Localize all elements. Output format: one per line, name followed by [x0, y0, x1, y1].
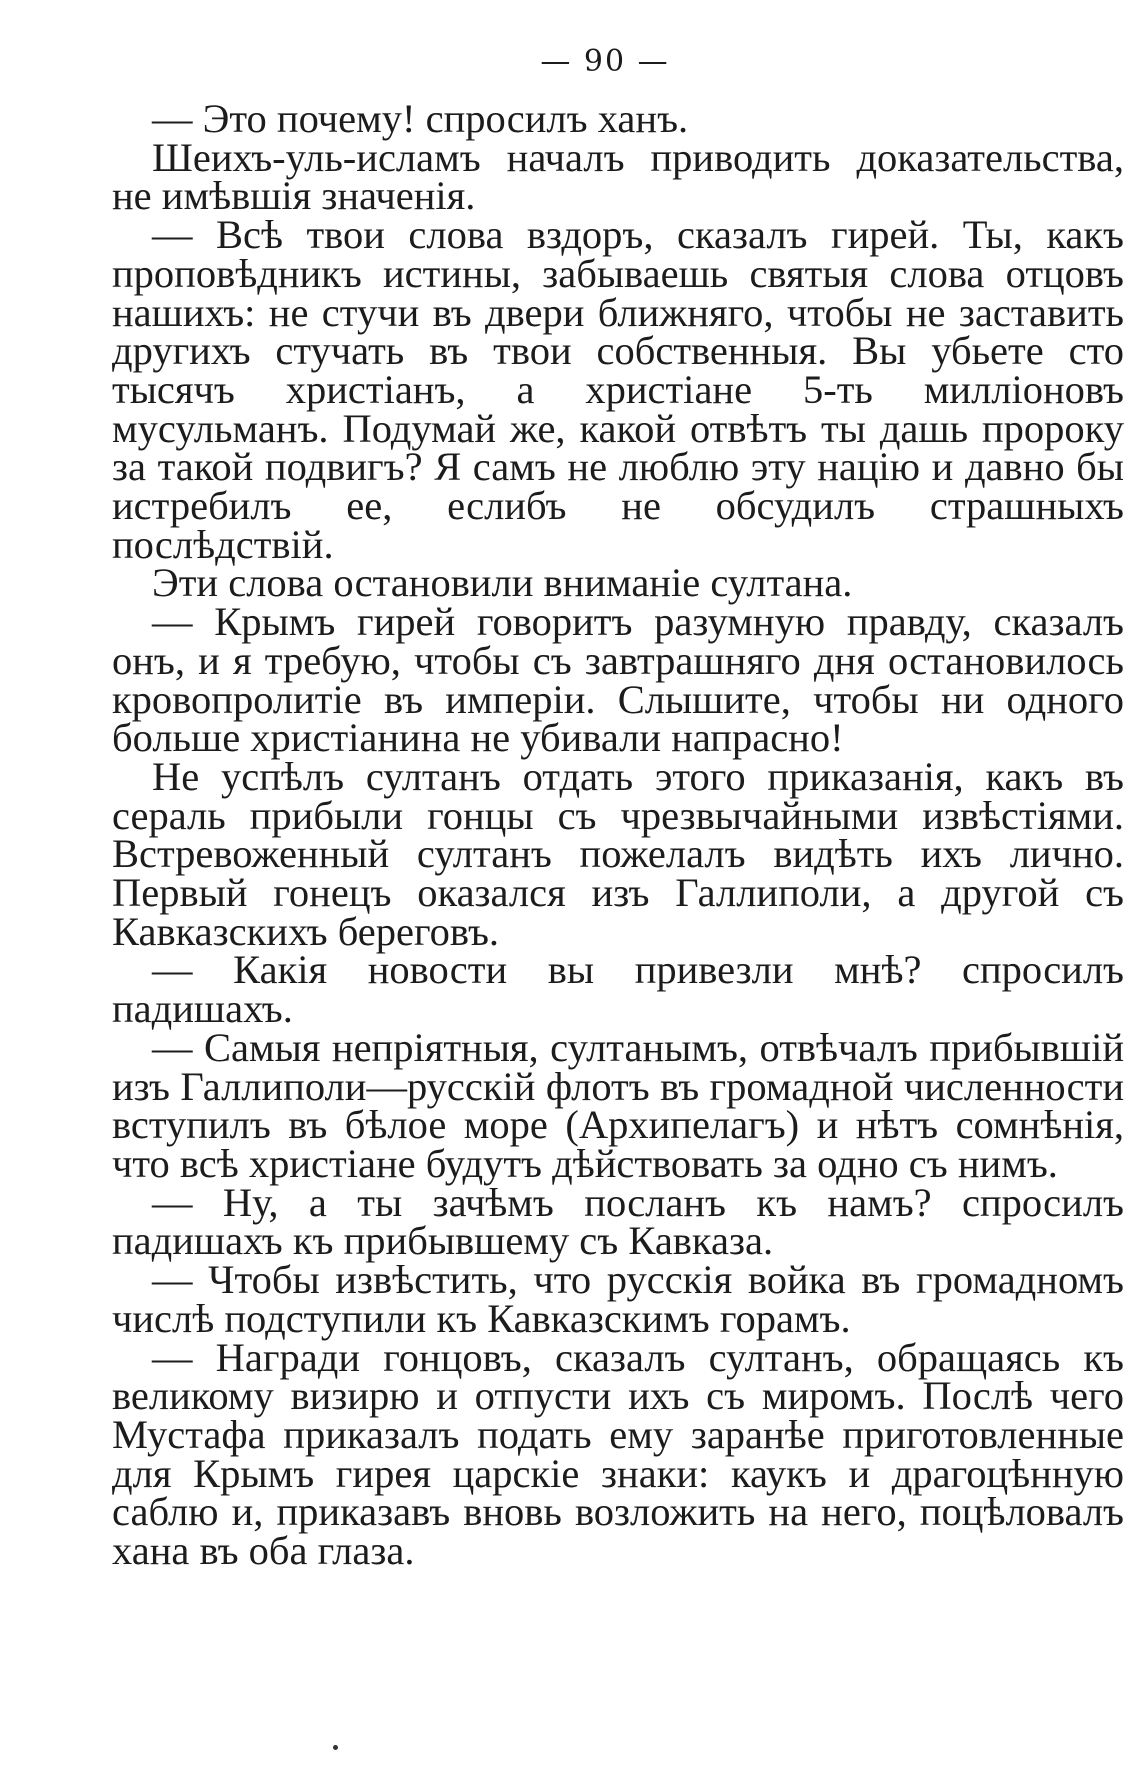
- paragraph: — Это почему! спросилъ ханъ.: [152, 96, 689, 141]
- paragraph: Шеихъ-уль-исламъ началъ приводить доказательства, не имѣвшія значенія.: [112, 134, 1124, 219]
- paragraph: — Самыя непріятныя, султанымъ, отвѣчалъ прибывшій изъ Галлиполи—русскій флотъ въ громадной численности вступилъ въ бѣлое море (Архипелагъ) и нѣтъ сомнѣнія, что всѣ христіане будутъ дѣйствовать за одно съ нимъ.: [112, 1024, 1124, 1186]
- paragraph: — Всѣ твои слова вздоръ, сказалъ гирей. Ты, какъ проповѣдникъ истины, забываешь святыя слова отцовъ нашихъ: не стучи въ двери ближняго, чтобы не заставить другихъ стучать въ твои собственныя. Вы убьете сто тысячъ христіанъ, а христіане 5-ть милліоновъ мусульманъ. Подумай же, какой отвѣтъ ты дашь пророку за такой подвигъ? Я самъ не люблю эту націю и давно бы истребилъ ее, еслибъ не обсудилъ страшныхъ послѣдствій.: [112, 212, 1124, 567]
- paragraph: — Ну, а ты зачѣмъ посланъ къ намъ? спросилъ падишахъ къ прибывшему съ Кавказа.: [112, 1179, 1124, 1264]
- paragraph: Не успѣлъ султанъ отдать этого приказанія, какъ въ сераль прибыли гонцы съ чрезвычайными извѣстіями. Встревоженный султанъ пожелалъ видѣть ихъ лично. Первый гонецъ оказался изъ Галлиполи, а другой съ Кавказскихъ береговъ.: [112, 753, 1124, 954]
- paragraph: — Крымъ гирей говоритъ разумную правду, сказалъ онъ, и я требую, чтобы съ завтрашняго дня остановилось кровопролитіе въ имперіи. Слышите, чтобы ни одного больше христіанина не убивали напрасно!: [112, 599, 1124, 761]
- paragraph: — Какія новости вы привезли мнѣ? спросилъ падишахъ.: [112, 947, 1124, 1032]
- paragraph: — Награди гонцовъ, сказалъ султанъ, обращаясь къ великому визирю и отпусти ихъ съ миромъ. Послѣ чего Мустафа приказалъ подать ему заранѣе приготовленные для Крымъ гирея царскіе знаки: каукъ и драгоцѣнную саблю и, приказавъ вновь возложить на него, поцѣловалъ хана въ оба глаза.: [112, 1334, 1124, 1574]
- paragraph: — Чтобы извѣстить, что русскія войка въ громадномъ числѣ подступили къ Кавказскимъ горамъ.: [112, 1257, 1124, 1341]
- paragraph: Эти слова остановили вниманіе султана.: [152, 560, 853, 606]
- page-number: — 90 —: [540, 44, 670, 79]
- page-text: [112, 96, 1124, 1574]
- ink-speck: [333, 1745, 338, 1750]
